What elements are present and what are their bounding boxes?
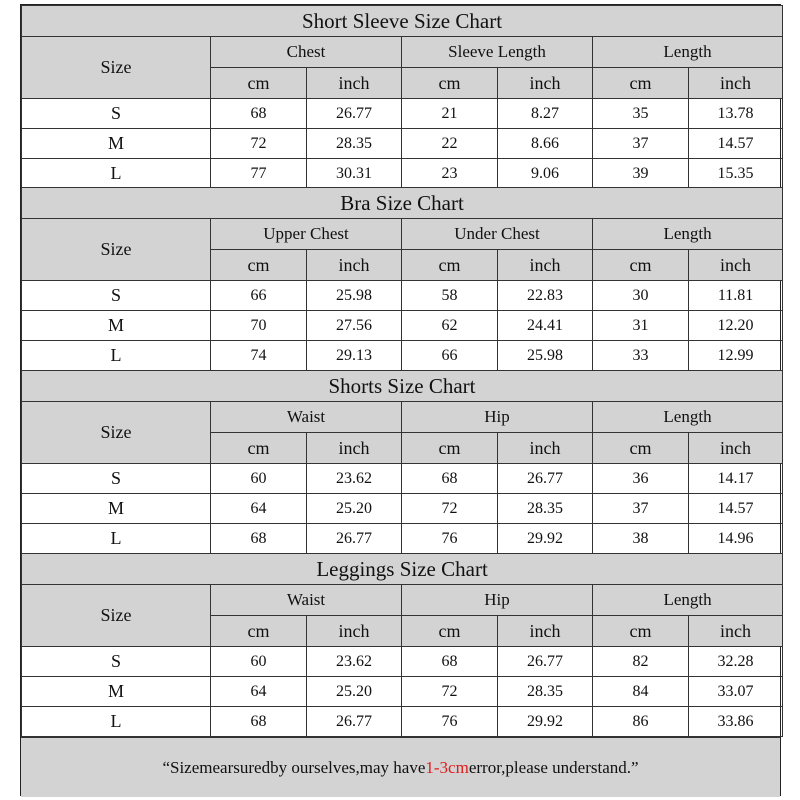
table-cell: 72 — [211, 129, 307, 159]
group-header: Waist — [211, 585, 402, 616]
table-row — [22, 281, 783, 311]
shorts-size-chart — [21, 370, 780, 554]
table-cell: 58 — [402, 281, 498, 311]
group-header: Length — [593, 585, 783, 616]
table-cell: 14.96 — [689, 524, 783, 554]
table-cell: 14.57 — [689, 494, 783, 524]
table-cell: 26.77 — [307, 524, 402, 554]
table-cell: 31 — [593, 311, 689, 341]
table-cell: 68 — [211, 524, 307, 554]
table-cell: 14.17 — [689, 464, 783, 494]
group-header: Under Chest — [402, 219, 593, 250]
table-row — [22, 129, 783, 159]
table-cell: 22 — [402, 129, 498, 159]
unit-header: cm — [211, 433, 307, 464]
table-cell: 28.35 — [307, 129, 402, 159]
table-cell: 29.92 — [498, 524, 593, 554]
table-row — [22, 524, 783, 554]
table-cell: 33.86 — [689, 707, 783, 737]
table-cell: 9.06 — [498, 159, 593, 189]
table-cell: 30 — [593, 281, 689, 311]
unit-header: cm — [211, 616, 307, 647]
unit-header: inch — [307, 616, 402, 647]
size-label: M — [22, 129, 211, 159]
group-header: Length — [593, 37, 783, 68]
table-cell: 33.07 — [689, 677, 783, 707]
size-label: L — [22, 159, 211, 189]
size-header: Size — [22, 585, 211, 647]
table-row — [22, 464, 783, 494]
table-cell: 25.20 — [307, 677, 402, 707]
unit-header: inch — [307, 250, 402, 281]
table-cell: 28.35 — [498, 677, 593, 707]
table-row — [22, 647, 783, 677]
table-cell: 28.35 — [498, 494, 593, 524]
table-cell: 72 — [402, 677, 498, 707]
unit-header: cm — [211, 250, 307, 281]
table-cell: 77 — [211, 159, 307, 189]
table-row — [22, 159, 783, 189]
table-cell: 68 — [211, 707, 307, 737]
table-cell: 64 — [211, 494, 307, 524]
table-cell: 72 — [402, 494, 498, 524]
table-cell: 38 — [593, 524, 689, 554]
unit-header: inch — [689, 433, 783, 464]
unit-header: inch — [498, 433, 593, 464]
size-label: S — [22, 281, 211, 311]
table-title: Bra Size Chart — [22, 188, 783, 219]
size-label: M — [22, 677, 211, 707]
table-cell: 37 — [593, 129, 689, 159]
unit-header: cm — [593, 616, 689, 647]
table-row — [22, 707, 783, 737]
size-header: Size — [22, 37, 211, 99]
table-row — [22, 311, 783, 341]
table-title: Short Sleeve Size Chart — [22, 6, 783, 37]
table-cell: 29.92 — [498, 707, 593, 737]
group-header: Upper Chest — [211, 219, 402, 250]
table-cell: 25.98 — [307, 281, 402, 311]
table-row — [22, 99, 783, 129]
note-text-before: “Sizemearsuredby ourselves,may have — [162, 757, 426, 777]
table-row — [22, 677, 783, 707]
table-cell: 86 — [593, 707, 689, 737]
unit-header: cm — [593, 433, 689, 464]
table-cell: 32.28 — [689, 647, 783, 677]
size-label: L — [22, 707, 211, 737]
table-title: Shorts Size Chart — [22, 371, 783, 402]
table-cell: 12.99 — [689, 341, 783, 371]
unit-header: cm — [402, 616, 498, 647]
unit-header: cm — [402, 68, 498, 99]
unit-header: inch — [498, 68, 593, 99]
table-row — [22, 494, 783, 524]
unit-header: inch — [689, 68, 783, 99]
table-cell: 66 — [211, 281, 307, 311]
group-header: Chest — [211, 37, 402, 68]
size-label: S — [22, 464, 211, 494]
group-header: Length — [593, 219, 783, 250]
table-row — [22, 341, 783, 371]
size-label: M — [22, 311, 211, 341]
table-cell: 33 — [593, 341, 689, 371]
table-cell: 64 — [211, 677, 307, 707]
unit-header: inch — [689, 250, 783, 281]
size-chart-sheet — [20, 4, 781, 796]
note-error-range: 1-3cm — [425, 757, 469, 777]
unit-header: inch — [307, 433, 402, 464]
table-cell: 8.27 — [498, 99, 593, 129]
table-cell: 14.57 — [689, 129, 783, 159]
table-cell: 13.78 — [689, 99, 783, 129]
unit-header: inch — [307, 68, 402, 99]
table-cell: 30.31 — [307, 159, 402, 189]
unit-header: cm — [593, 68, 689, 99]
unit-header: cm — [593, 250, 689, 281]
table-cell: 84 — [593, 677, 689, 707]
table-cell: 76 — [402, 524, 498, 554]
group-header: Hip — [402, 585, 593, 616]
size-label: S — [22, 647, 211, 677]
unit-header: cm — [402, 433, 498, 464]
size-header: Size — [22, 219, 211, 281]
table-cell: 66 — [402, 341, 498, 371]
table-title: Leggings Size Chart — [22, 554, 783, 585]
table-cell: 60 — [211, 464, 307, 494]
unit-header: cm — [402, 250, 498, 281]
table-cell: 82 — [593, 647, 689, 677]
group-header: Length — [593, 402, 783, 433]
table-cell: 23.62 — [307, 647, 402, 677]
table-cell: 21 — [402, 99, 498, 129]
table-cell: 27.56 — [307, 311, 402, 341]
unit-header: cm — [211, 68, 307, 99]
table-cell: 68 — [402, 647, 498, 677]
table-cell: 26.77 — [307, 99, 402, 129]
table-cell: 39 — [593, 159, 689, 189]
table-cell: 76 — [402, 707, 498, 737]
table-cell: 70 — [211, 311, 307, 341]
table-cell: 25.98 — [498, 341, 593, 371]
unit-header: inch — [689, 616, 783, 647]
group-header: Waist — [211, 402, 402, 433]
unit-header: inch — [498, 250, 593, 281]
table-cell: 60 — [211, 647, 307, 677]
table-cell: 68 — [211, 99, 307, 129]
table-cell: 12.20 — [689, 311, 783, 341]
size-label: L — [22, 341, 211, 371]
group-header: Sleeve Length — [402, 37, 593, 68]
table-cell: 15.35 — [689, 159, 783, 189]
table-cell: 23.62 — [307, 464, 402, 494]
measurement-note — [21, 737, 780, 797]
size-label: L — [22, 524, 211, 554]
table-cell: 26.77 — [498, 647, 593, 677]
table-cell: 62 — [402, 311, 498, 341]
table-cell: 25.20 — [307, 494, 402, 524]
size-label: S — [22, 99, 211, 129]
bra-size-chart — [21, 187, 780, 371]
table-cell: 23 — [402, 159, 498, 189]
table-cell: 37 — [593, 494, 689, 524]
table-cell: 35 — [593, 99, 689, 129]
table-cell: 24.41 — [498, 311, 593, 341]
leggings-size-chart — [21, 553, 780, 737]
unit-header: inch — [498, 616, 593, 647]
short-sleeve-size-chart — [21, 5, 780, 189]
size-header: Size — [22, 402, 211, 464]
table-cell: 74 — [211, 341, 307, 371]
note-text-after: error,please understand.” — [468, 757, 639, 777]
table-cell: 11.81 — [689, 281, 783, 311]
table-cell: 68 — [402, 464, 498, 494]
table-cell: 22.83 — [498, 281, 593, 311]
table-cell: 26.77 — [498, 464, 593, 494]
table-cell: 8.66 — [498, 129, 593, 159]
table-cell: 36 — [593, 464, 689, 494]
table-cell: 29.13 — [307, 341, 402, 371]
group-header: Hip — [402, 402, 593, 433]
table-cell: 26.77 — [307, 707, 402, 737]
size-label: M — [22, 494, 211, 524]
